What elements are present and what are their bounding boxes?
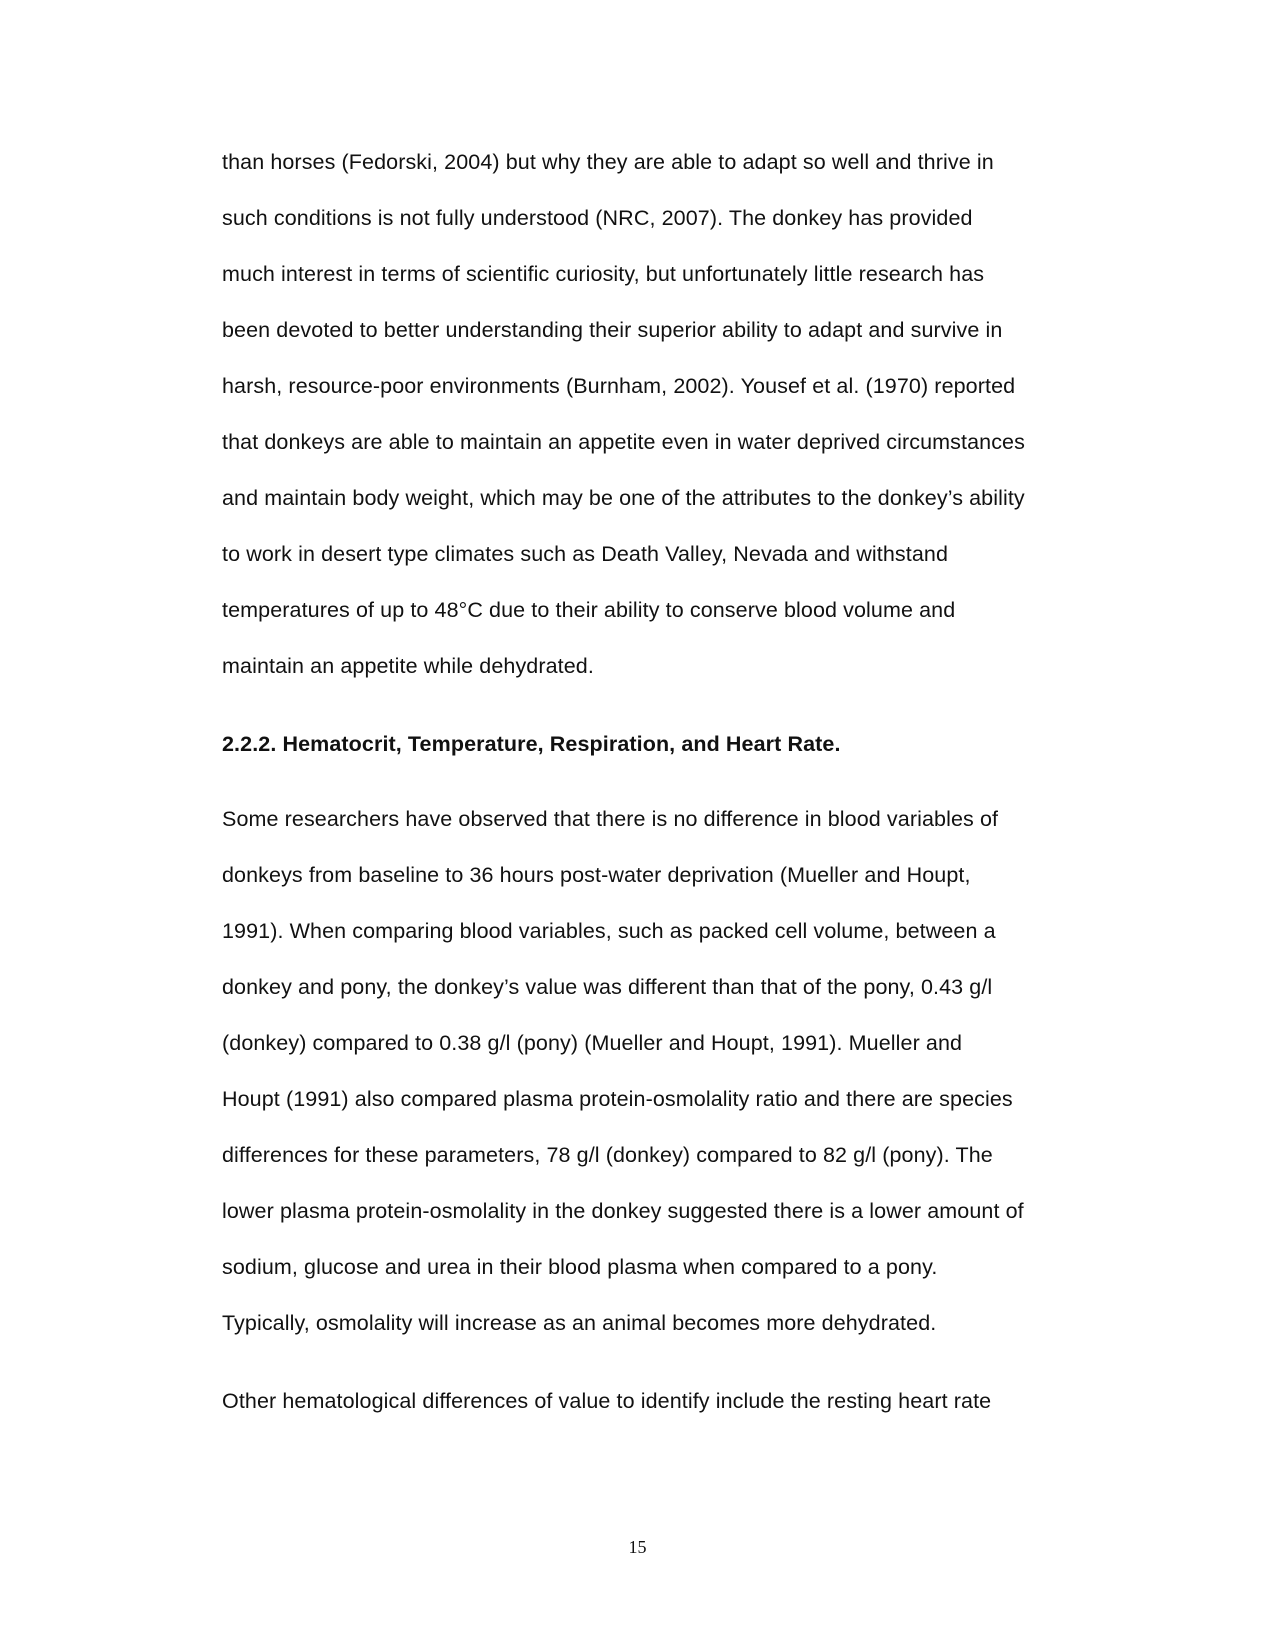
paragraph-2-line-5: (donkey) compared to 0.38 g/l (pony) (Mueller and Houpt, 1991). Mueller and <box>222 1031 963 1055</box>
paragraph-3-line-1: Other hematological differences of value to identify include the resting heart rate <box>222 1389 992 1413</box>
paragraph-1-line-6: that donkeys are able to maintain an appetite even in water deprived circumstances <box>222 430 1025 454</box>
paragraph-1-line-1: than horses (Fedorski, 2004) but why they are able to adapt so well and thrive in <box>222 150 994 174</box>
paragraph-2-line-9: sodium, glucose and urea in their blood plasma when compared to a pony. <box>222 1255 938 1279</box>
paragraph-1-line-10: maintain an appetite while dehydrated. <box>222 654 594 678</box>
paragraph-1-line-5: harsh, resource-poor environments (Burnham, 2002). Yousef et al. (1970) reported <box>222 374 1016 398</box>
paragraph-2-line-7: differences for these parameters, 78 g/l (donkey) compared to 82 g/l (pony). The <box>222 1143 993 1167</box>
paragraph-2-line-2: donkeys from baseline to 36 hours post-water deprivation (Mueller and Houpt, <box>222 863 971 887</box>
paragraph-1-line-9: temperatures of up to 48°C due to their ability to conserve blood volume and <box>222 598 956 622</box>
paragraph-1-line-2: such conditions is not fully understood (NRC, 2007). The donkey has provided <box>222 206 973 230</box>
paragraph-2-line-8: lower plasma protein-osmolality in the donkey suggested there is a lower amount of <box>222 1199 1024 1223</box>
paragraph-1-line-7: and maintain body weight, which may be one of the attributes to the donkey’s ability <box>222 486 1025 510</box>
paragraph-2-line-10: Typically, osmolality will increase as an animal becomes more dehydrated. <box>222 1311 937 1335</box>
paragraph-1-line-3: much interest in terms of scientific curiosity, but unfortunately little research has <box>222 262 985 286</box>
paragraph-2-line-1: Some researchers have observed that there is no difference in blood variables of <box>222 807 999 831</box>
paragraph-2-line-4: donkey and pony, the donkey’s value was different than that of the pony, 0.43 g/l <box>222 975 993 999</box>
paragraph-2-line-3: 1991). When comparing blood variables, such as packed cell volume, between a <box>222 919 996 943</box>
paragraph-1-line-4: been devoted to better understanding their superior ability to adapt and survive in <box>222 318 1003 342</box>
paragraph-2-line-6: Houpt (1991) also compared plasma protein-osmolality ratio and there are species <box>222 1087 1013 1111</box>
section-heading: 2.2.2. Hematocrit, Temperature, Respiration, and Heart Rate. <box>222 732 841 756</box>
paragraph-1-line-8: to work in desert type climates such as Death Valley, Nevada and withstand <box>222 542 949 566</box>
page-number: 15 <box>628 1537 647 1557</box>
